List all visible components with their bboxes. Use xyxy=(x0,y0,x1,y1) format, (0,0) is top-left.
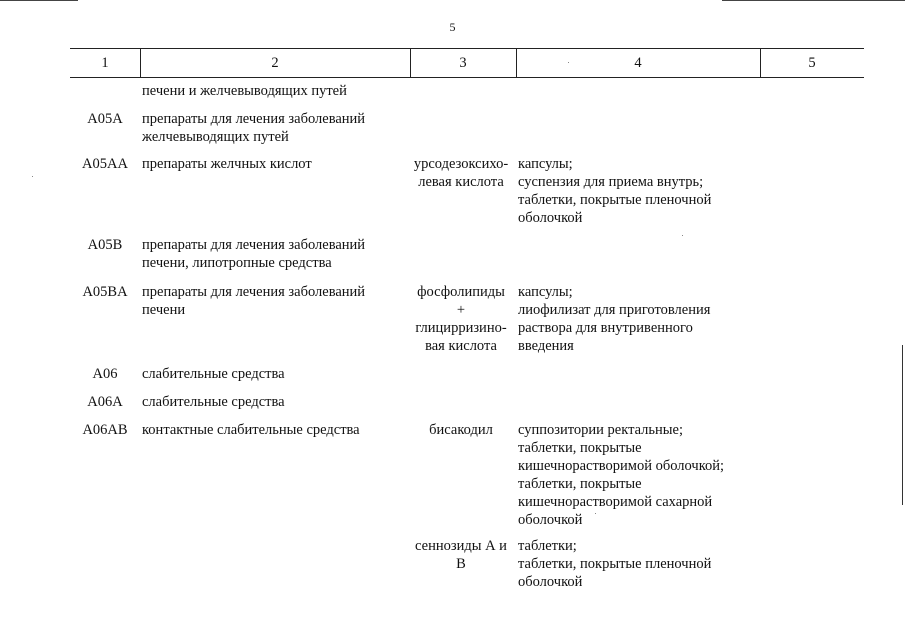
substance-line: глицирризино- xyxy=(415,320,507,336)
substance-name xyxy=(409,421,513,439)
column-header-2: 2 xyxy=(271,55,279,71)
group-name xyxy=(142,421,407,439)
table-header xyxy=(70,48,864,78)
group-name xyxy=(142,110,407,146)
group-name xyxy=(142,82,407,100)
dosage-forms xyxy=(518,421,763,529)
group-name-line: препараты для лечения заболеваний xyxy=(142,111,366,127)
group-name-line: слабительные средства xyxy=(142,394,285,410)
scan-edge-line-left xyxy=(0,0,78,1)
group-name xyxy=(142,365,407,383)
group-name-line: печени xyxy=(142,302,186,318)
dosage-form-line: оболочкой xyxy=(518,210,583,226)
scan-edge-mark xyxy=(902,345,903,505)
group-name-line: слабительные средства xyxy=(142,366,285,382)
group-name-line: препараты желчных кислот xyxy=(142,156,312,172)
scan-edge-line-right xyxy=(722,0,905,1)
dosage-form-line: таблетки, покрытые xyxy=(518,440,642,456)
atc-code: A05B xyxy=(87,237,123,253)
atc-code: A05AA xyxy=(82,156,128,172)
group-name xyxy=(142,155,407,173)
scan-speck xyxy=(32,176,33,177)
group-name xyxy=(142,393,407,411)
group-name-line: желчевыводящих путей xyxy=(142,129,289,145)
group-name-line: препараты для лечения заболеваний xyxy=(142,237,366,253)
dosage-form-line: раствора для внутривенного xyxy=(518,320,693,336)
dosage-form-line: капсулы; xyxy=(518,156,573,172)
dosage-form-line: кишечнорастворимой сахарной xyxy=(518,494,713,510)
scan-speck xyxy=(682,235,683,236)
column-header-5: 5 xyxy=(808,55,816,71)
dosage-form-line: таблетки, покрытые пленочной xyxy=(518,192,712,208)
atc-code: A06AB xyxy=(82,422,128,438)
substance-line: + xyxy=(456,302,466,318)
dosage-form-line: капсулы; xyxy=(518,284,573,300)
dosage-form-line: оболочкой xyxy=(518,574,583,590)
dosage-form-line: введения xyxy=(518,338,574,354)
atc-code: A05A xyxy=(87,111,123,127)
atc-code: A06A xyxy=(87,394,123,410)
page-number: 5 xyxy=(449,20,456,34)
substance-line: сеннозиды А и xyxy=(415,538,507,554)
column-header-1: 1 xyxy=(101,55,109,71)
substance-line: левая кислота xyxy=(418,174,504,190)
atc-code: A05BA xyxy=(82,284,128,300)
column-header-4: 4 xyxy=(634,55,642,71)
group-name xyxy=(142,236,407,272)
dosage-form-line: суппозитории ректальные; xyxy=(518,422,683,438)
substance-name xyxy=(409,155,513,191)
dosage-form-line: таблетки, покрытые пленочной xyxy=(518,556,712,572)
substance-line: урсодезоксихо- xyxy=(413,156,509,172)
dosage-form-line: таблетки, покрытые xyxy=(518,476,642,492)
atc-code: A06 xyxy=(92,366,118,382)
substance-line: бисакодил xyxy=(429,422,493,438)
group-name-line: печени и желчевыводящих путей xyxy=(142,83,347,99)
group-name-line: препараты для лечения заболеваний xyxy=(142,284,366,300)
substance-name xyxy=(409,537,513,573)
dosage-forms xyxy=(518,537,763,591)
column-header-3: 3 xyxy=(459,55,467,71)
substance-name xyxy=(409,283,513,355)
group-name-line: печени, липотропные средства xyxy=(142,255,332,271)
substance-line: фосфолипиды xyxy=(417,284,505,300)
group-name xyxy=(142,283,407,319)
substance-line: В xyxy=(456,556,466,572)
dosage-form-line: лиофилизат для приготовления xyxy=(518,302,711,318)
group-name-line: контактные слабительные средства xyxy=(142,422,360,438)
dosage-forms xyxy=(518,283,763,355)
substance-line: вая кислота xyxy=(425,338,497,354)
dosage-form-line: кишечнорастворимой оболочкой; xyxy=(518,458,725,474)
dosage-form-line: суспензия для приема внутрь; xyxy=(518,174,704,190)
dosage-form-line: оболочкой xyxy=(518,512,583,528)
dosage-forms xyxy=(518,155,763,227)
dosage-form-line: таблетки; xyxy=(518,538,577,554)
